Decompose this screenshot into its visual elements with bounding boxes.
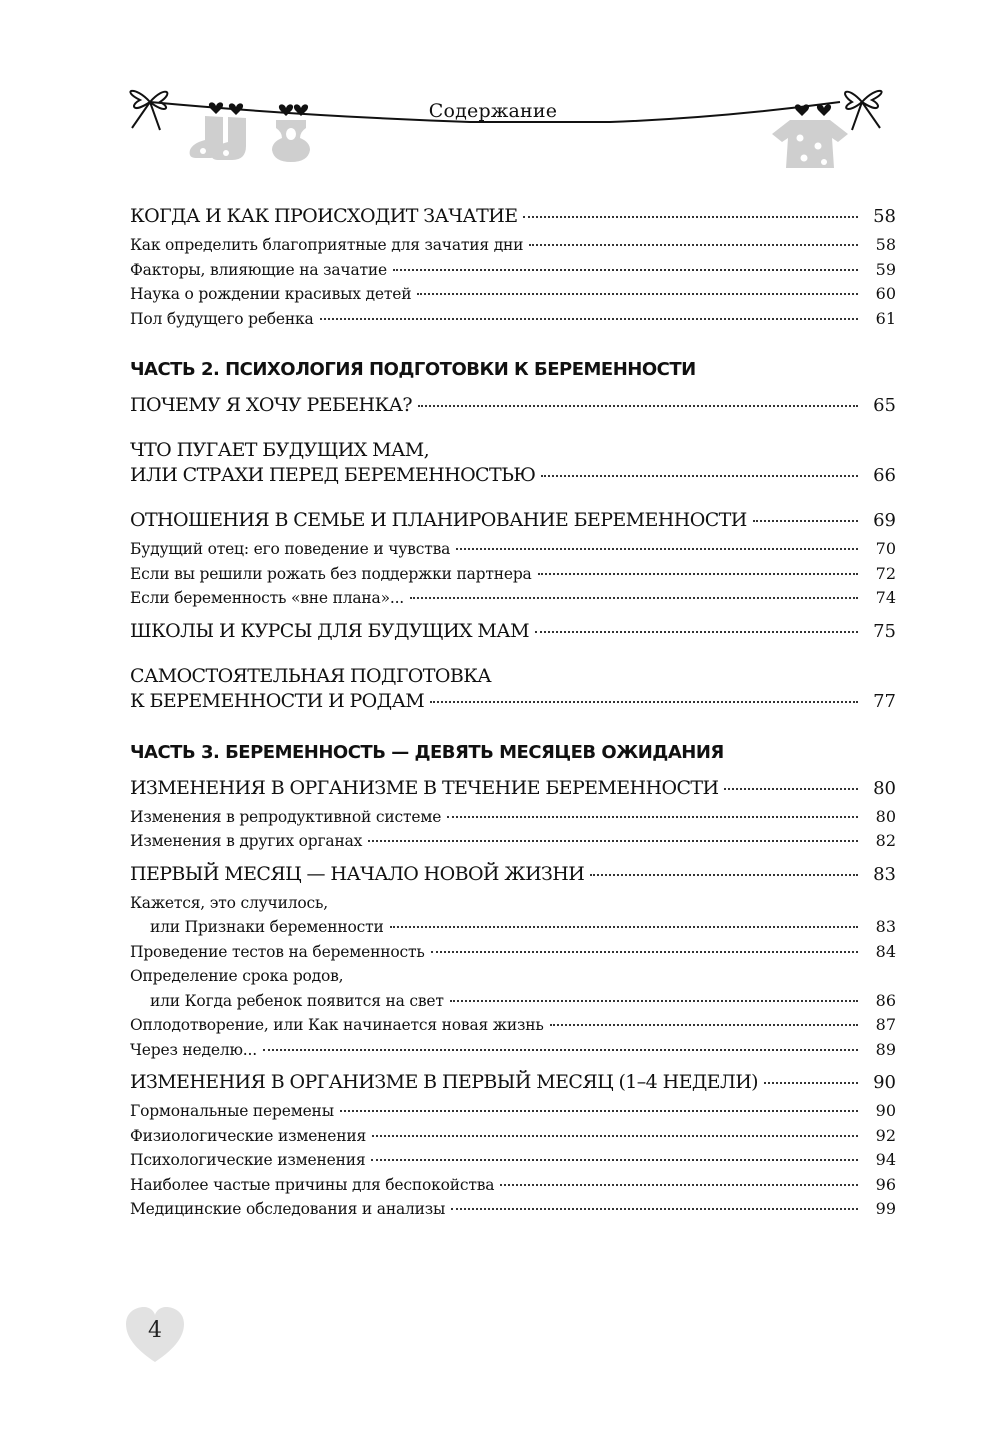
dot-leader <box>431 951 858 953</box>
toc-entry-title: Оплодотворение, или Как начинается новая жизнь <box>130 1016 544 1034</box>
toc-entry-title: Пол будущего ребенка <box>130 309 314 328</box>
toc-section-entry[interactable] <box>130 233 896 258</box>
dot-leader <box>447 816 858 818</box>
toc-entry-title: Если беременность «вне плана»... <box>130 589 405 607</box>
toc-chapter-entry[interactable] <box>130 1070 896 1095</box>
toc-entry-page: 80 <box>873 777 896 799</box>
table-of-contents <box>130 204 896 1222</box>
toc-section-entry[interactable] <box>130 586 896 611</box>
toc-entry-page: 72 <box>875 563 896 583</box>
toc-chapter-entry[interactable] <box>130 393 896 418</box>
toc-entry-page: 89 <box>875 1039 896 1059</box>
dot-leader <box>456 548 858 550</box>
dot-leader <box>500 1184 858 1186</box>
toc-entry-page: 86 <box>875 990 896 1010</box>
toc-section-entry[interactable] <box>130 1038 896 1063</box>
toc-entry-title: Психологические изменения <box>130 1151 366 1169</box>
toc-entry-title-line1: Кажется, это случилось, <box>130 893 328 912</box>
toc-entry-page: 99 <box>875 1199 896 1218</box>
page-number: 4 <box>148 1318 162 1343</box>
toc-entry-title: Изменения в репродуктивной системе <box>130 807 442 826</box>
dot-leader <box>418 405 858 407</box>
toc-entry-title: Проведение тестов на беременность <box>130 942 425 961</box>
toc-section-entry[interactable] <box>130 1124 896 1149</box>
dot-leader <box>538 573 858 575</box>
dot-leader <box>535 631 858 633</box>
toc-section-entry[interactable] <box>130 1148 896 1173</box>
dot-leader <box>753 520 858 522</box>
toc-entry-title: Будущий отец: его поведение и чувства <box>130 540 451 558</box>
dot-leader <box>320 318 858 320</box>
toc-entry-page: 69 <box>873 510 896 531</box>
toc-entry-page: 60 <box>875 284 896 303</box>
toc-section-entry[interactable] <box>130 537 896 562</box>
toc-entry-title: КОГДА И КАК ПРОИСХОДИТ ЗАЧАТИЕ <box>130 205 518 227</box>
toc-entry-title: ОТНОШЕНИЯ В СЕМЬЕ И ПЛАНИРОВАНИЕ БЕРЕМЕННОСТИ <box>130 509 747 531</box>
dot-leader <box>390 926 858 928</box>
toc-entry-page: 66 <box>873 465 896 486</box>
toc-entry-title: ИЗМЕНЕНИЯ В ОРГАНИЗМЕ В ТЕЧЕНИЕ БЕРЕМЕННОСТИ <box>130 776 719 799</box>
toc-section-entry[interactable] <box>130 1013 896 1038</box>
toc-chapter-entry[interactable] <box>130 508 896 533</box>
toc-section-entry[interactable] <box>130 1173 896 1198</box>
dot-leader <box>550 1024 858 1026</box>
toc-section-entry[interactable] <box>130 562 896 587</box>
toc-entry-page: 90 <box>875 1101 896 1120</box>
toc-section-entry[interactable] <box>130 829 896 854</box>
dot-leader <box>340 1110 858 1112</box>
dot-leader <box>263 1049 858 1051</box>
toc-entry-title: Гормональные перемены <box>130 1102 334 1120</box>
dot-leader <box>417 293 858 295</box>
dot-leader <box>372 1135 858 1137</box>
dot-leader <box>529 244 858 246</box>
toc-entry-page: 80 <box>875 806 896 826</box>
toc-entry-title: Физиологические изменения <box>130 1126 367 1145</box>
toc-entry-page: 83 <box>875 917 896 936</box>
toc-entry-title: или Когда ребенок появится на свет <box>150 991 444 1010</box>
toc-section-entry[interactable] <box>130 282 896 307</box>
toc-entry-title-line1: САМОСТОЯТЕЛЬНАЯ ПОДГОТОВКА <box>130 664 492 687</box>
toc-chapter-entry[interactable] <box>130 438 896 488</box>
toc-chapter-entry[interactable] <box>130 664 896 714</box>
toc-entry-page: 59 <box>875 259 896 279</box>
toc-entry-title: Через неделю... <box>130 1040 257 1059</box>
header-title: Содержание <box>428 100 558 122</box>
dot-leader <box>393 269 858 271</box>
toc-entry-title: Изменения в других органах <box>130 832 363 850</box>
dot-leader <box>410 597 858 599</box>
clothesline-ornament <box>0 80 986 180</box>
toc-section-entry[interactable] <box>130 1197 896 1222</box>
toc-section-entry[interactable] <box>130 940 896 965</box>
toc-entry-title: Как определить благоприятные для зачатия дни <box>130 236 524 254</box>
toc-entry-title: ПЕРВЫЙ МЕСЯЦ — НАЧАЛО НОВОЙ ЖИЗНИ <box>130 862 585 885</box>
toc-chapter-entry[interactable] <box>130 619 896 644</box>
toc-section-entry[interactable] <box>130 891 896 940</box>
toc-chapter-entry[interactable] <box>130 204 896 229</box>
toc-entry-title: ИЛИ СТРАХИ ПЕРЕД БЕРЕМЕННОСТЬЮ <box>130 464 536 486</box>
toc-entry-page: 77 <box>873 690 896 712</box>
dot-leader <box>724 788 858 790</box>
toc-entry-title: Наука о рождении красивых детей <box>130 285 412 303</box>
toc-entry-page: 94 <box>875 1150 896 1169</box>
toc-entry-page: 70 <box>875 539 896 558</box>
page-header <box>0 80 986 180</box>
toc-entry-page: 84 <box>875 941 896 961</box>
toc-section-entry[interactable] <box>130 964 896 1013</box>
part-heading: ЧАСТЬ 3. БЕРЕМЕННОСТЬ — ДЕВЯТЬ МЕСЯЦЕВ ОЖИДАНИЯ <box>130 741 724 763</box>
dot-leader <box>371 1159 858 1161</box>
toc-entry-title: ИЗМЕНЕНИЯ В ОРГАНИЗМЕ В ПЕРВЫЙ МЕСЯЦ (1–4 НЕДЕЛИ) <box>130 1071 758 1093</box>
toc-entry-title: Если вы решили рожать без поддержки партнера <box>130 564 532 583</box>
toc-entry-page: 87 <box>875 1015 896 1034</box>
toc-entry-page: 92 <box>875 1125 896 1145</box>
toc-entry-page: 75 <box>873 620 896 642</box>
dot-leader <box>451 1208 858 1210</box>
toc-entry-page: 90 <box>873 1072 896 1093</box>
toc-entry-page: 58 <box>875 235 896 254</box>
toc-chapter-entry[interactable] <box>130 862 896 887</box>
toc-entry-title-line1: ЧТО ПУГАЕТ БУДУЩИХ МАМ, <box>130 439 430 461</box>
toc-entry-title: К БЕРЕМЕННОСТИ И РОДАМ <box>130 689 425 712</box>
toc-entry-title: Факторы, влияющие на зачатие <box>130 260 387 279</box>
dot-leader <box>430 701 858 703</box>
toc-entry-page: 82 <box>875 831 896 850</box>
dot-leader <box>590 874 858 876</box>
toc-entry-page: 74 <box>875 588 896 607</box>
toc-section-entry[interactable] <box>130 805 896 830</box>
toc-entry-page: 58 <box>873 206 896 227</box>
dot-leader <box>368 840 858 842</box>
dot-leader <box>541 475 858 477</box>
toc-section-entry[interactable] <box>130 307 896 332</box>
toc-entry-title: Медицинские обследования и анализы <box>130 1200 446 1218</box>
toc-entry-title: ПОЧЕМУ Я ХОЧУ РЕБЕНКА? <box>130 394 413 416</box>
toc-entry-page: 96 <box>875 1174 896 1194</box>
toc-entry-page: 65 <box>873 395 896 416</box>
toc-entry-page: 61 <box>875 308 896 328</box>
toc-entry-page: 83 <box>873 863 896 885</box>
dot-leader <box>450 1000 858 1002</box>
toc-section-entry[interactable] <box>130 258 896 283</box>
toc-entry-title: ШКОЛЫ И КУРСЫ ДЛЯ БУДУЩИХ МАМ <box>130 619 529 642</box>
dot-leader <box>764 1082 858 1084</box>
toc-entry-title: или Признаки беременности <box>150 918 384 936</box>
toc-entry-title-line1: Определение срока родов, <box>130 967 344 985</box>
dot-leader <box>523 216 858 218</box>
part-heading: ЧАСТЬ 2. ПСИХОЛОГИЯ ПОДГОТОВКИ К БЕРЕМЕННОСТИ <box>130 359 696 380</box>
toc-chapter-entry[interactable] <box>130 776 896 801</box>
toc-section-entry[interactable] <box>130 1099 896 1124</box>
toc-entry-title: Наиболее частые причины для беспокойства <box>130 1175 495 1194</box>
